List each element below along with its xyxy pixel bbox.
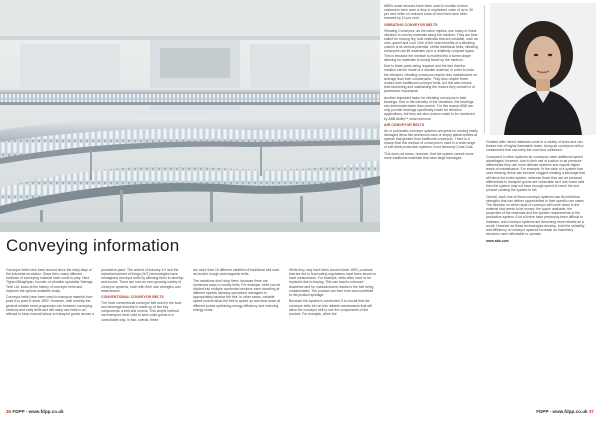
paragraph: Conveyor belts have been used to transport material from point A to point B since 1892. However, until recently the general reliable bend progression ran between conveying sections and early belts and still many use belts in an attempt to keep manual labour to transport goods across a [6,295,94,316]
paragraph: The variations don't stop there, because there are numerous ways to modify belts. For example, belts can be divided into multiple connected sections each travelling at different speeds allowing operations managers to appropriately balance the belt. In other cases, variable speed motors allow the belt to speed up and slow down at different points optimising energy efficiency and reducing energy costs. [193,278,281,312]
section-heading: CONVENTIONAL CONVEYOR BELTS [101,295,164,300]
conveyor-illustration [0,0,380,232]
column-5 [384,4,478,163]
column-2 [101,268,185,324]
author-portrait [490,3,596,135]
column-divider [484,5,485,133]
paragraph: Compared to other systems air conveyors have additional speed advantages, however, due to their use of suction or air pressure differentials they use more delicate systems and require higher levels of maintenance. For example, in the case of a system that uses blowing, these can become clogged creating a blockage that will block the entire system, whereas those that use air pressure differentials to transport goods are vulnerable as if one motor fails then the system may not have enough speed to reach the end product causing the system to fail. [486,154,585,193]
paragraph: The most conventional conveyor belt used in the food and beverage industry is made up of two key components, a belt and motors. This simple method can transport most solid to semi-solid goods in a controllable way. In fact, overall, these [101,300,182,322]
footer-right [536,409,594,414]
column-1 [6,268,94,319]
paragraph: Air or pneumatic conveyor systems are great for moving easily damaged items like aluminium cans or empty plastic bottles at speeds that greater than traditional conveyors. There is a reason that this method of conveyors is used in a wide range of soft drink production systems, most famously Coca-Cola. [384,128,478,150]
paragraph: production plant. The advent of industry 4.0 and the industrial internet of things (IIoT) technologies have reimagined conveyor belts by allowing them to develop and evolve. There are now an ever-growing variety of conveyor systems, each with their own strengths and weaknesses. [101,268,184,293]
column-3 [193,268,281,314]
paragraph: Due to fewer parts being required and the fact that the medium can be made of a sturdier material, in order to mold the vibration, vibrating conveyors require less maintenance on average than their counterparts. They also require fewer motors than traditional conveyor belts, but this also means that monitoring and maintaining the motors they contain is of paramount importance. [384,64,478,94]
paragraph: While they may have been around since 1892, products that are fed to food safety regulations have been shown to have weaknesses. For example, belts often have to be replaced due to fraying. This can lead to unforced downtime and for manufacturers results in the belt being contaminated. The product can then form and contribute to the product spoilage. [289,268,377,297]
paragraph: Created after mixed materials come in a variety of sizes and can feature lots of highly flammable dusts. Using air conveyors with a containment that can keep the coal dust contained. [486,140,584,153]
article-title: Conveying information [6,236,180,255]
paragraph: Vibrating Conveyors, as the name implies, use rotary or linear vibration to convey materials along the medium. They are best suited for moving dry, bulk materials that are unstable, such as ores, gravel and coal. One of the main benefits of a vibrating column is its vertical potential. Unlike traditional belts, vibrating conveyors can lift materials up in a relatively compact space. This is because the medium is molded into a screw shape allowing for materials to simply travel up the medium. [384,28,478,62]
footer-left-text: FDPP - www.fdpp.co.uk [12,409,64,414]
paragraph: Because the system is connected, it is crucial that the conveyor belts be run into reliable mechanisms that will allow the conveyor belt to use the components of the product. For example, when the [289,299,372,316]
column-4 [289,268,377,319]
paragraph: Another important factor for vibrating conveyors is their bearings. Due to the intensity of the vibrations, the bearings can deteriorate faster than normal. For this reason ABB can only provide bearings specifically made for vibration applications, but they are also custom made to be monitored by ABB Ability™ smart sensors. [384,95,475,121]
paragraph: This does not mean, however, that the system cannot move more traditional materials that have large bandages. [384,151,474,160]
page-number-right: 37 [588,409,594,414]
paragraph: ABB's smart sensors have been used to monitor motors, customers have seen a drop in unplanned costs of up to 30 per cent while on reduced costs of new lines have been reduced by 10 per cent. [384,4,473,21]
author-photo [490,3,596,135]
paragraph: Overall, each one of these conveyor systems has its individual strengths that can deliver opportunities in their specific use cases. The decision on which style of conveyor will come down to the material that needs to be moved, the space available, the properties of the materials and the specific requirements of the production system. A lot of these have previously been difficult to maintain, and conveyor systems are becoming more reliable as a result. However as these technologies develop, both the reliability and efficiency of conveyor systems increase as machinery becomes more affordable to operate. [486,194,585,237]
footer-right-text: FDPP - www.fdpp.co.uk [536,409,588,414]
page-number-left: 36 [6,409,12,414]
paragraph: Conveyor belts have been around since the early days of the industrial revolution. Since then, many different methods of conveying material have come to play. Here Tigran Mikayelyan, founder of vibration specialist Yatenga Tech Ltd, looks at the history of conveyor belts and explores the options available today. [6,268,93,293]
column-6 [486,140,586,245]
footer-left [6,409,64,414]
paragraph: are more than 15 different varieties of traditional belt such as bucket, trough and magnetic belts. [193,268,280,277]
section-heading: AIR CONVEYOR BELTS [384,123,425,128]
conveyor-photo [0,0,380,232]
section-heading: VIBRATING CONVEYOR BELTS [384,23,438,28]
article-url: www.abb.com [486,238,509,243]
